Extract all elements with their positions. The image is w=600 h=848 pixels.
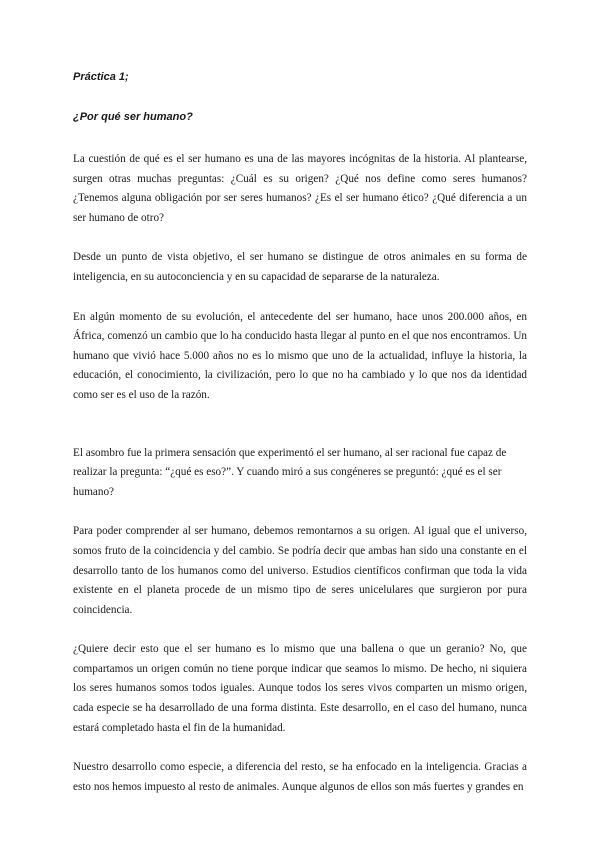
paragraph-1: La cuestión de qué es el ser humano es una de las mayores incógnitas de la historia. Al plantearse, surgen otras muchas preguntas: ¿Cuál es su origen? ¿Qué nos define como seres humanos? ¿Tenemos alguna obligación por ser seres humanos? ¿Es el ser humano ético? ¿Qué diferencia a un ser humano de otro?: [73, 153, 527, 224]
paragraph-2: Desde un punto de vista objetivo, el ser humano se distingue de otros animales en su forma de inteligencia, en su autoconciencia y en su capacidad de separarse de la naturaleza.: [73, 251, 527, 283]
paragraph-5: Para poder comprender al ser humano, debemos remontarnos a su origen. Al igual que el universo, somos fruto de la coincidencia y del cambio. Se podría decir que ambas han sido una constante en el desarrollo tanto de los humanos como del universo. Estudios científicos confirman que toda la vida existente en el planeta procede de un mismo tipo de seres unicelulares que surgieron por pura coincidencia.: [73, 525, 527, 616]
document-subtitle: ¿Por qué ser humano?: [73, 111, 193, 123]
document-title: Práctica 1;: [73, 71, 129, 83]
paragraph-6: ¿Quiere decir esto que el ser humano es lo mismo que una ballena o que un geranio? No, que compartamos un origen común no tiene porque indicar que seamos lo mismo. De hecho, ni siquiera los seres humanos somos todos iguales. Aunque todos los seres vivos comparten un mismo origen, cada especie se ha desarrollado de una forma distinta. Este desarrollo, en el caso del humano, nunca estará completado hasta el fin de la humanidad.: [73, 643, 527, 734]
paragraph-4: El asombro fue la primera sensación que experimentó el ser humano, al ser racional fue capaz de realizar la pregunta: “¿qué es eso?”. Y cuando miró a sus congéneres se preguntó: ¿qué es el ser humano?: [73, 446, 507, 498]
paragraph-7: Nuestro desarrollo como especie, a diferencia del resto, se ha enfocado en la inteligencia. Gracias a esto nos hemos impuesto al resto de animales. Aunque algunos de ellos son más fuertes y grandes en: [73, 761, 527, 793]
paragraph-3: En algún momento de su evolución, el antecedente del ser humano, hace unos 200.000 años, en África, comenzó un cambio que lo ha conducido hasta llegar al punto en el que nos encontramos. Un humano que vivió hace 5.000 años no es lo mismo que uno de la actualidad, influye la historia, la educación, el conocimiento, la civilización, pero lo que no ha cambiado y lo que nos da identidad como ser es el uso de la razón.: [73, 310, 527, 401]
